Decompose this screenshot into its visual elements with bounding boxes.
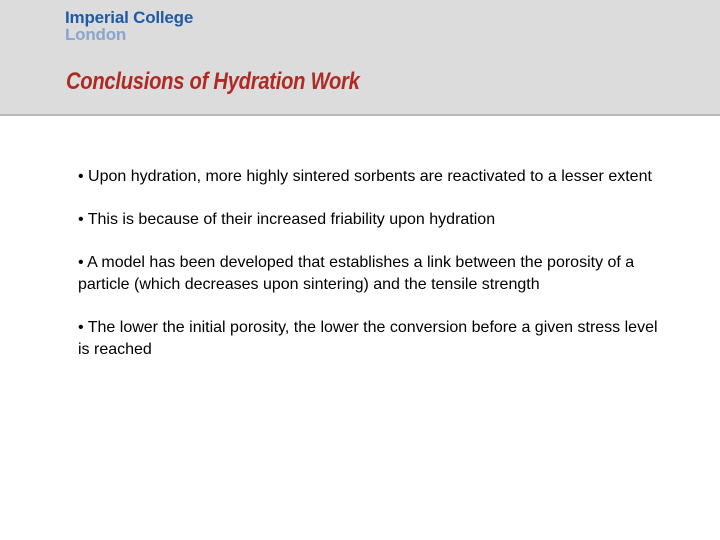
bullet-item: • This is because of their increased friability upon hydration	[78, 211, 496, 228]
bullet-list	[78, 166, 658, 382]
bullet-item: • Upon hydration, more highly sintered sorbents are reactivated to a lesser extent	[78, 168, 652, 185]
bullet-item: • A model has been developed that establishes a link between the porosity of a particle (which decreases upon sintering) and the tensile strength	[78, 254, 635, 293]
bullet-item: • The lower the initial porosity, the lower the conversion before a given stress level is reached	[78, 319, 658, 358]
logo-line-2: London	[65, 25, 127, 44]
imperial-college-logo	[65, 9, 193, 43]
slide-title: Conclusions of Hydration Work	[66, 68, 360, 95]
slide-header	[0, 0, 720, 116]
logo-line-1: Imperial College	[65, 8, 194, 27]
